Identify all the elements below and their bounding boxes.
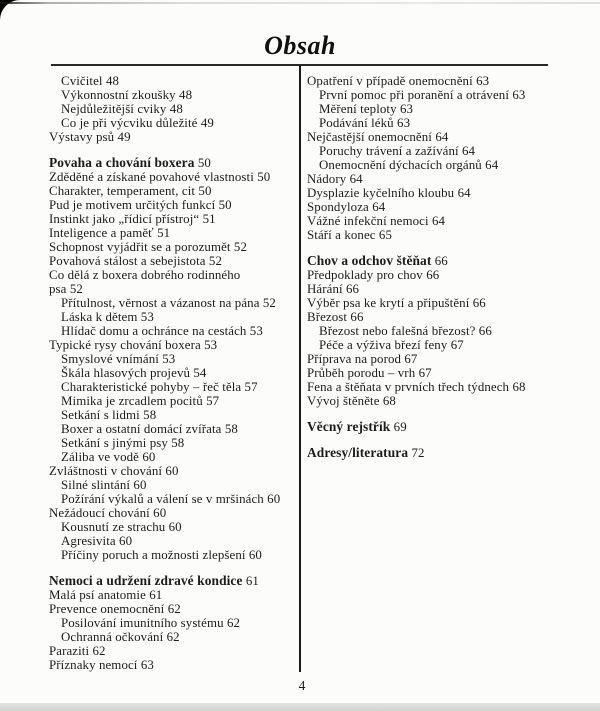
toc-entry-label: Setkání s lidmi: [61, 408, 140, 422]
toc-section-heading: [307, 446, 559, 460]
toc-entry-page: 63: [140, 658, 154, 672]
toc-entry: [307, 158, 559, 172]
toc-entry-page: 66: [434, 254, 448, 268]
toc-entry-label: Přítulnost, věrnost a vázanost na pána: [61, 296, 260, 310]
toc-entry-page: 58: [171, 436, 185, 450]
toc-entry-page: 68: [382, 394, 396, 408]
toc-entry-page: 66: [350, 310, 364, 324]
toc-entry: [49, 184, 295, 198]
toc-entry: [49, 254, 295, 268]
toc-entry-label: Požírání výkalů a válení se v mršinách: [61, 492, 264, 506]
toc-entry: [49, 422, 295, 436]
toc-entry: [307, 228, 559, 242]
toc-entry-label: Pud je motivem určitých funkcí: [49, 198, 216, 212]
toc-entry: [49, 506, 295, 520]
toc-entry: [49, 644, 295, 658]
toc-entry-label: Hárání: [307, 282, 343, 296]
toc-entry-page: 61: [245, 574, 259, 588]
toc-entry-page: 64: [372, 200, 386, 214]
toc-entry-label: Kousnutí ze strachu: [61, 520, 166, 534]
toc-entry: [49, 212, 295, 226]
toc-entry-page: 67: [404, 352, 418, 366]
toc-entry-page: 54: [193, 366, 207, 380]
toc-entry-label: Výběr psa ke krytí a připuštění: [307, 296, 470, 310]
toc-entry-label: Boxer a ostatní domácí zvířata: [61, 422, 222, 436]
toc-entry-label: Smyslové vnímání: [61, 352, 159, 366]
toc-entry-label: Nemoci a udržení zdravé kondice: [49, 573, 243, 588]
toc-entry-label: Adresy/literatura: [307, 445, 409, 460]
toc-entry-page: 67: [450, 338, 464, 352]
toc-entry-page: 57: [206, 394, 220, 408]
toc-entry: [49, 268, 295, 296]
toc-section-heading: [49, 574, 295, 588]
toc-entry-page: 48: [105, 74, 120, 88]
toc-entry: [49, 534, 295, 548]
toc-entry: [49, 450, 295, 464]
toc-entry: [49, 296, 295, 310]
toc-entry-page: 49: [117, 130, 131, 144]
toc-entry-page: 72: [411, 446, 425, 460]
toc-entry-label: Posilování imunitního systému: [61, 616, 224, 630]
toc-entry: [49, 130, 295, 144]
toc-entry-label: Věcný rejstřík: [307, 419, 391, 434]
toc-entry: [307, 324, 559, 338]
toc-entry: [49, 74, 295, 88]
toc-entry-label: Prevence onemocnění: [49, 602, 165, 616]
toc-entry-label: Setkání s jinými psy: [61, 436, 168, 450]
toc-entry-label: Dysplazie kyčelního kloubu: [307, 186, 455, 200]
toc-entry-page: 65: [378, 228, 393, 242]
toc-entry-label: Měření teploty: [319, 102, 397, 116]
toc-entry: [49, 226, 295, 240]
column-divider: [299, 66, 301, 672]
toc-entry-label: Láska k dětem: [61, 310, 138, 324]
toc-entry-page: 60: [119, 534, 133, 548]
toc-entry: [307, 268, 559, 282]
toc-entry-page: 52: [233, 240, 248, 254]
scan-edge-bottom: [0, 703, 600, 711]
toc-entry: [307, 186, 559, 200]
toc-entry-label: Podávání léků: [319, 116, 394, 130]
toc-entry-page: 64: [431, 214, 446, 228]
toc-entry-page: 58: [143, 408, 157, 422]
toc-entry: [49, 102, 295, 116]
toc-entry: [307, 116, 559, 130]
toc-entry-label: Instinkt jako „řídicí přístroj“: [49, 212, 200, 226]
toc-entry-label: Onemocnění dýchacích orgánů: [319, 158, 482, 172]
toc-entry-label: Péče a výživa březí feny: [319, 338, 448, 352]
toc-entry-page: 63: [512, 88, 526, 102]
toc-entry: [307, 144, 559, 158]
toc-entry: [49, 408, 295, 422]
toc-entry-label: Škála hlasových projevů: [61, 366, 191, 380]
toc-entry: [49, 436, 295, 450]
toc-entry: [307, 352, 559, 366]
toc-entry: [49, 616, 295, 630]
toc-entry: [49, 310, 295, 324]
toc-entry-label: Agresivita: [61, 534, 116, 548]
toc-entry-page: 66: [472, 296, 486, 310]
toc-entry: [307, 296, 559, 310]
toc-entry-label: Příčiny poruch a možnosti zlepšení: [61, 548, 246, 562]
toc-entry-label: Březost: [307, 310, 348, 324]
toc-entry-label: Zděděné a získané povahové vlastnosti: [49, 170, 254, 184]
toc-entry: [49, 478, 295, 492]
toc-entry-page: 60: [168, 520, 182, 534]
toc-entry-page: 50: [197, 156, 211, 170]
toc-entry-label: Charakter, temperament, cit: [49, 184, 196, 198]
toc-entry-page: 66: [426, 268, 440, 282]
toc-entry-label: Nejčastější onemocnění: [307, 130, 432, 144]
toc-entry-page: 58: [224, 422, 238, 436]
toc-entry-page: 63: [476, 74, 490, 88]
toc-entry-page: 48: [179, 88, 193, 102]
toc-entry-page: 64: [435, 130, 449, 144]
toc-entry: [49, 338, 295, 352]
toc-entry: [307, 214, 559, 228]
toc-entry-label: Paraziti: [49, 644, 90, 658]
toc-section-heading: [49, 156, 295, 170]
toc-entry-page: 52: [262, 296, 276, 310]
toc-entry-page: 57: [244, 380, 258, 394]
toc-section-heading: [307, 254, 559, 268]
toc-entry-page: 53: [249, 324, 263, 338]
page-title: Obsah: [264, 31, 336, 60]
toc-entry: [49, 116, 295, 130]
toc-column-left: [49, 74, 295, 672]
toc-entry-page: 50: [218, 198, 232, 212]
toc-entry: [49, 352, 295, 366]
toc-entry-page: 67: [418, 366, 432, 380]
toc-entry-page: 53: [162, 352, 176, 366]
toc-entry-page: 52: [208, 254, 223, 268]
toc-entry-page: 62: [226, 616, 241, 630]
toc-entry: [49, 324, 295, 338]
toc-entry-page: 60: [267, 492, 281, 506]
toc-entry: [49, 520, 295, 534]
toc-entry-label: Vážné infekční nemoci: [307, 214, 429, 228]
toc-entry-page: 60: [248, 548, 262, 562]
toc-entry-page: 51: [157, 226, 171, 240]
toc-entry-label: Předpoklady pro chov: [307, 268, 423, 282]
toc-entry-label: Výkonnostní zkoušky: [61, 88, 176, 102]
toc-entry: [307, 130, 559, 144]
toc-entry-label: Schopnost vyjádřit se a porozumět: [49, 240, 231, 254]
toc-entry-page: 66: [478, 324, 492, 338]
toc-entry-label-wrap: psa: [49, 282, 67, 296]
toc-entry: [307, 394, 559, 408]
toc-entry: [49, 548, 295, 562]
toc-section-heading: [307, 420, 559, 434]
toc-entry: [307, 380, 559, 394]
toc-entry-label: Nádory: [307, 172, 347, 186]
toc-entry-label: Silné slintání: [61, 478, 131, 492]
toc-entry: [49, 198, 295, 212]
toc-entry-label: Co je při výcviku důležité: [61, 116, 198, 130]
toc-entry-page: 64: [349, 172, 363, 186]
toc-entry-label: Březost nebo falešná březost?: [319, 324, 476, 338]
toc-entry-page: 48: [169, 102, 183, 116]
toc-entry: [307, 200, 559, 214]
toc-entry-page: 62: [92, 644, 106, 658]
toc-entry-label: První pomoc při poranění a otrávení: [319, 88, 510, 102]
toc-entry: [49, 240, 295, 254]
toc-entry-label: Ochranná očkování: [61, 630, 164, 644]
toc-entry-label: Průběh porodu – vrh: [307, 366, 416, 380]
toc-entry-page: 52: [69, 282, 83, 296]
toc-entry-label: Opatření v případě onemocnění: [307, 74, 473, 88]
toc-entry-page: 60: [142, 450, 156, 464]
toc-entry-page: 50: [257, 170, 271, 184]
toc-entry-label: Malá psí anatomie: [49, 588, 146, 602]
scan-edge-top: [0, 2, 600, 4]
toc-entry-label: Hlídač domu a ochránce na cestách: [61, 324, 247, 338]
toc-entry: [49, 88, 295, 102]
toc-entry: [307, 74, 559, 88]
toc-entry-page: 64: [462, 144, 476, 158]
toc-entry: [49, 588, 295, 602]
toc-entry: [307, 338, 559, 352]
toc-entry-label: Záliba ve vodě: [61, 450, 139, 464]
toc-entry: [49, 492, 295, 506]
toc-entry-page: 63: [399, 102, 414, 116]
toc-entry-page: 60: [153, 506, 167, 520]
toc-entry: [307, 102, 559, 116]
toc-entry-label: Nežádoucí chování: [49, 506, 150, 520]
toc-entry-label: Spondyloza: [307, 200, 369, 214]
toc-entry-label: Nejdůležitější cviky: [61, 102, 167, 116]
toc-entry-label: Povaha a chování boxera: [49, 155, 195, 170]
toc-entry: [49, 658, 295, 672]
toc-entry-page: 60: [133, 478, 147, 492]
toc-entry: [49, 630, 295, 644]
toc-entry-label: Zvláštnosti v chování: [49, 464, 163, 478]
toc-entry-page: 62: [167, 602, 181, 616]
toc-entry-label: Inteligence a paměť: [49, 226, 154, 240]
toc-entry-label: Charakteristické pohyby – řeč těla: [61, 380, 242, 394]
toc-entry-page: 64: [457, 186, 471, 200]
page-number: 4: [298, 678, 306, 693]
toc-entry-page: 69: [393, 420, 407, 434]
toc-entry-label: Fena a štěňata v prvních třech týdnech: [307, 380, 510, 394]
toc-entry-page: 64: [485, 158, 499, 172]
toc-entry: [49, 380, 295, 394]
toc-entry: [49, 394, 295, 408]
toc-column-right: [307, 74, 559, 460]
toc-entry-page: 61: [149, 588, 163, 602]
toc-entry-label: Vývoj štěněte: [307, 394, 380, 408]
toc-entry-page: 68: [512, 380, 526, 394]
toc-entry-page: 66: [346, 282, 360, 296]
toc-entry: [49, 464, 295, 478]
toc-entry: [49, 170, 295, 184]
toc-entry-page: 51: [202, 212, 216, 226]
toc-entry-label: Příznaky nemocí: [49, 658, 138, 672]
toc-entry-page: 49: [200, 116, 214, 130]
toc-entry-page: 63: [397, 116, 411, 130]
toc-entry-label: Povahová stálost a sebejistota: [49, 254, 206, 268]
toc-entry-label: Cvičitel: [61, 74, 103, 88]
toc-entry-label: Stáří a konec: [307, 228, 376, 242]
toc-entry-page: 53: [140, 310, 154, 324]
toc-entry: [307, 282, 559, 296]
toc-entry-label: Poruchy trávení a zažívání: [319, 144, 459, 158]
toc-entry-label: Příprava na porod: [307, 352, 402, 366]
toc-entry-page: 60: [165, 464, 179, 478]
toc-entry: [49, 366, 295, 380]
toc-entry-label: Typické rysy chování boxera: [49, 338, 201, 352]
toc-entry-page: 62: [166, 630, 180, 644]
toc-entry-label: Výstavy psů: [49, 130, 115, 144]
toc-entry: [307, 172, 559, 186]
toc-entry-page: 50: [198, 184, 212, 198]
toc-entry: [307, 366, 559, 380]
toc-entry-page: 53: [204, 338, 218, 352]
toc-entry-label: Co dělá z boxera dobrého rodinného: [49, 268, 241, 282]
toc-entry: [307, 88, 559, 102]
toc-entry-label: Chov a odchov štěňat: [307, 253, 432, 268]
toc-entry-label: Mimika je zrcadlem pocitů: [61, 394, 203, 408]
toc-entry: [307, 310, 559, 324]
toc-entry: [49, 602, 295, 616]
